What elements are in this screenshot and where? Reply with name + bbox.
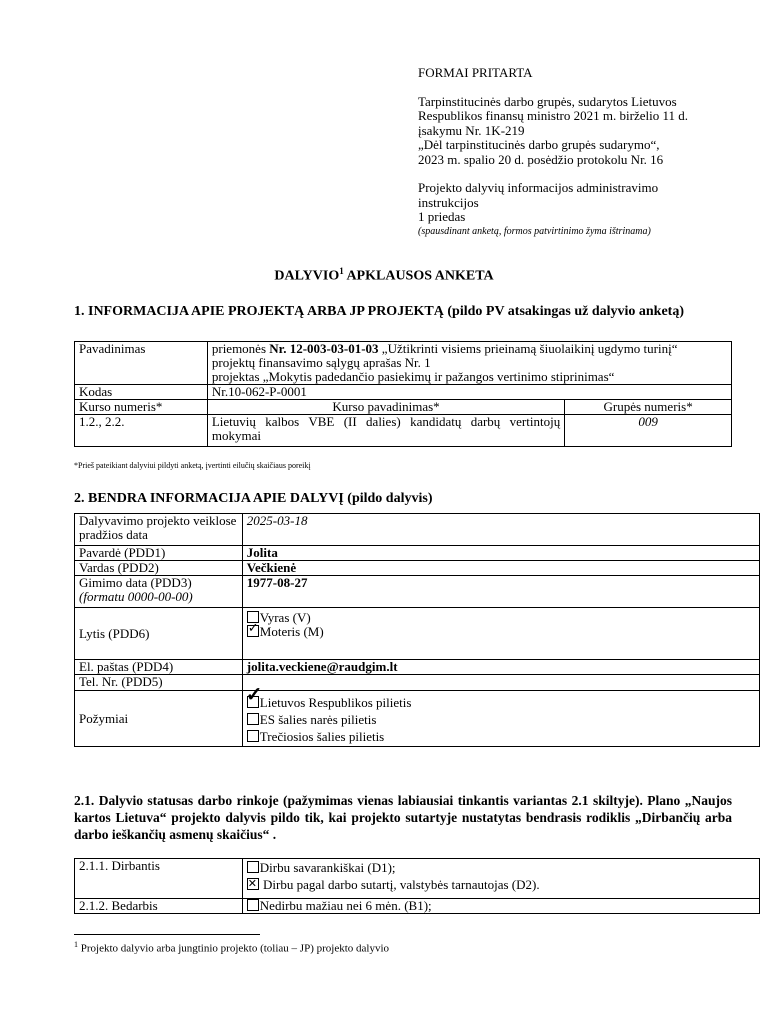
start-date-label: Dalyvavimo projekto veiklose pradžios data (75, 514, 243, 546)
birth-date-value[interactable]: 1977-08-27 (242, 576, 759, 608)
feature-third-country-option[interactable]: Trečiosios šalies pilietis (247, 728, 755, 745)
surname-label: Pavardė (PDD1) (75, 546, 243, 561)
features-options (242, 691, 759, 747)
crossed-checkbox-icon[interactable] (247, 878, 259, 890)
section2-heading: 2. BENDRA INFORMACIJA APIE DALYVĮ (pildo dalyvis) (74, 491, 433, 506)
project-name-value: priemonės Nr. 12-003-03-01-03 „Užtikrinti visiems prieinamą šiuolaikinį ugdymo turinį“ projektų finansavimo sąlygų aprašas Nr. 1 projektas „Mokytis padedančio pasiekimų ir pažangos vertinimo stiprinimas“ (207, 342, 731, 385)
approval-line: Respublikos finansų ministro 2021 m. birželio 11 d. (418, 108, 688, 123)
feature-eu-citizen-option[interactable]: ES šalies narės pilietis (247, 711, 755, 728)
gender-female-option[interactable]: ✓Moteris (M) (247, 625, 755, 639)
unemployed-label: 2.1.2. Bedarbis (75, 899, 243, 914)
approval-line: „Dėl tarpinstitucinės darbo grupės sudarymo“, (418, 137, 660, 152)
project-name-label: Pavadinimas (75, 342, 208, 385)
approval-line: įsakymu Nr. 1K-219 (418, 122, 525, 138)
approval-title: FORMAI PRITARTA (418, 65, 533, 80)
phone-label: Tel. Nr. (PDD5) (75, 675, 243, 691)
checkbox-icon[interactable] (247, 713, 259, 725)
appendix-line: Projekto dalyvių informacijos administravimo (418, 180, 659, 195)
col-course-number: Kurso numeris* (75, 400, 208, 415)
footnote-ref: 1 (339, 266, 344, 276)
participant-info-table (74, 513, 760, 747)
footnote-divider (74, 934, 260, 935)
email-value[interactable]: jolita.veckiene@raudgim.lt (242, 660, 759, 675)
name-value[interactable]: Večkienė (242, 561, 759, 576)
feature-lt-citizen-option[interactable]: ✓Lietuvos Respublikos pilietis (247, 694, 755, 711)
start-date-value[interactable]: 2025-03-18 (242, 514, 759, 546)
form-title: DALYVIO$^1$ APKLAUSOS ANKETA (274, 266, 494, 284)
contract-employed-option[interactable]: ✕ Dirbu pagal darbo sutartį, valstybės tarnautojas (D2). (247, 876, 755, 893)
col-course-name: Kurso pavadinimas* (207, 400, 564, 415)
email-label: El. paštas (PDD4) (75, 660, 243, 675)
course-number-value: 1.2., 2.2. (75, 415, 208, 447)
checkbox-icon[interactable] (247, 899, 259, 911)
birth-date-label: Gimimo data (PDD3) (formatu 0000-00-00) (75, 576, 243, 608)
features-label: Požymiai (75, 691, 243, 747)
appendix-line: 1 priedas (418, 209, 466, 224)
checkbox-icon[interactable] (247, 730, 259, 742)
section1-heading: 1. INFORMACIJA APIE PROJEKTĄ ARBA JP PROJEKTĄ (pildo PV atsakingas už dalyvio anketą) (74, 304, 684, 319)
col-group-number: Grupės numeris* (565, 400, 732, 415)
surname-value[interactable]: Jolita (242, 546, 759, 561)
group-number-value: 009 (565, 415, 732, 447)
employed-label: 2.1.1. Dirbantis (75, 859, 243, 899)
checked-checkbox-icon[interactable] (247, 696, 259, 708)
employed-options (242, 859, 759, 899)
employment-status-table (74, 858, 760, 914)
name-label: Vardas (PDD2) (75, 561, 243, 576)
unemployed-short-option[interactable]: Nedirbu mažiau nei 6 mėn. (B1); (242, 899, 759, 914)
project-code-label: Kodas (75, 385, 208, 400)
self-employed-option[interactable]: Dirbu savarankiškai (D1); (247, 859, 755, 876)
table-footnote: *Prieš pateikiant dalyviui pildyti anketą, įvertinti eilučių skaičiaus poreikį (74, 461, 311, 470)
section21-heading: 2.1. Dalyvio statusas darbo rinkoje (pažymimas vienas labiausiai tinkantis variantas 2.1 skiltyje). Plano „Naujos kartos Lietuva“ projekto dalyvis pildo tik, kai projekto sutartyje nustatytas bendrasis rodiklis „Dirbančių arba darbo ieškančių asmenų skaičius“ . (74, 793, 732, 842)
project-code-value: Nr.10-062-P-0001 (207, 385, 731, 400)
project-info-table (74, 341, 732, 447)
checked-checkbox-icon[interactable] (247, 625, 259, 637)
appendix-line: instrukcijos (418, 194, 479, 210)
page-footnote: $^1$ Projekto dalyvio arba jungtinio projekto (toliau – JP) projekto dalyvio (74, 940, 390, 955)
approval-line: 2023 m. spalio 20 d. posėdžio protokolu Nr. 16 (418, 151, 664, 167)
gender-male-option[interactable]: Vyras (V) (247, 611, 755, 625)
course-name-value: Lietuvių kalbos VBE (II dalies) kandidatų darbų vertintojų mokymai (207, 415, 564, 447)
phone-value[interactable] (242, 675, 759, 691)
approval-line: Tarpinstitucinės darbo grupės, sudarytos Lietuvos (418, 93, 677, 109)
checkbox-icon[interactable] (247, 861, 259, 873)
gender-label: Lytis (PDD6) (75, 608, 243, 660)
approval-block (418, 66, 738, 239)
gender-options (242, 608, 759, 660)
approval-note: (spausdinant anketą, formos patvirtinimo žyma ištrinama) (418, 225, 651, 237)
